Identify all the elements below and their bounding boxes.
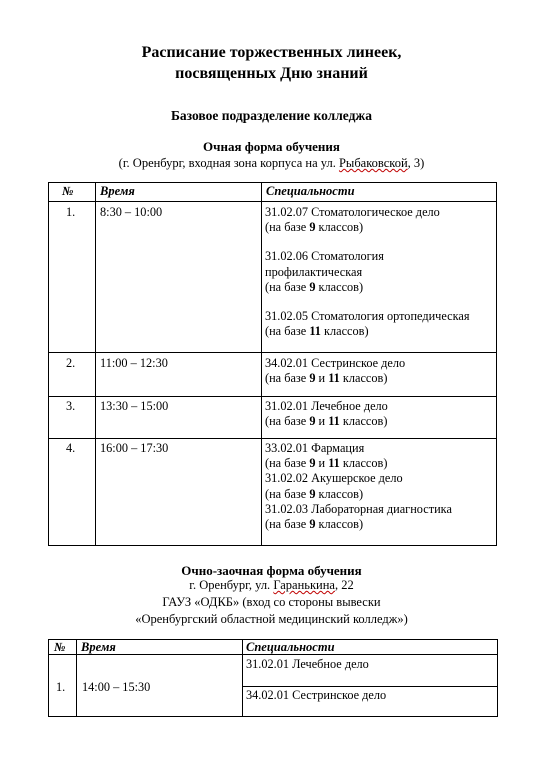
specialty-line: 31.02.03 Лабораторная диагностика: [265, 501, 452, 516]
title-line-1: Расписание торжественных линеек,: [141, 44, 402, 61]
table-row-time: 16:00 – 17:30: [100, 441, 169, 455]
basis-grade: 11: [328, 456, 340, 471]
basis-conjunction: и: [315, 456, 329, 471]
basis-suffix: классов): [315, 279, 364, 294]
table1-header-divider: [48, 201, 496, 202]
table-row-specialties: [265, 356, 405, 386]
table-row-time: 14:00 – 15:30: [82, 680, 151, 694]
table2-border-right: [497, 639, 498, 717]
specialty-line: 31.02.02 Акушерское дело: [265, 471, 403, 486]
section2-location: [0, 578, 543, 593]
table-row-time: 8:30 – 10:00: [100, 205, 163, 219]
section1-location-suffix: , 3): [407, 156, 425, 170]
table2-row-divider: [242, 686, 497, 687]
section2-location-street: Гаранькина: [273, 578, 335, 592]
section2-location-prefix: г. Оренбург, ул.: [189, 578, 274, 592]
basis-grade: 9: [309, 456, 316, 471]
specialty-line: 31.02.06 Стоматология: [265, 249, 384, 264]
table1-border-right: [496, 182, 497, 546]
table1-border-bottom: [48, 545, 496, 546]
table-row-number: 2.: [66, 356, 76, 370]
specialty-line: 33.02.01 Фармация: [265, 441, 365, 455]
section1-location-street: Рыбаковской: [338, 156, 408, 170]
basis-suffix: классов): [320, 324, 369, 339]
specialty-basis: [265, 414, 388, 429]
table-row-number: 3.: [66, 399, 76, 413]
section2-org-line: ГАУЗ «ОДКБ» (вход со стороны вывески: [162, 595, 381, 609]
basis-prefix: (на базе: [265, 486, 310, 501]
basis-grade: 9: [309, 414, 316, 429]
table1-header-time: Время: [100, 184, 135, 198]
table-row-time: 13:30 – 15:00: [100, 399, 169, 413]
table2-header-time: Время: [81, 640, 116, 654]
table1-row-divider: [48, 396, 496, 397]
table-row-specialties: [265, 205, 469, 339]
section2-org-line-2: «Оренбургский областной медицинский колледж»): [135, 612, 408, 626]
table2-col-divider: [242, 639, 243, 717]
basis-prefix: (на базе: [265, 517, 310, 532]
basis-suffix: классов): [315, 517, 364, 532]
specialty-basis: [265, 280, 469, 295]
table-row-specialties: [265, 399, 388, 429]
specialty-line: профилактическая: [265, 264, 363, 279]
table2-border-bottom: [48, 716, 497, 717]
specialty-basis: [265, 371, 405, 386]
basis-suffix: классов): [339, 371, 388, 386]
basis-prefix: (на базе: [265, 279, 310, 294]
basis-prefix: (на базе: [265, 456, 310, 471]
basis-grade: 11: [328, 371, 340, 386]
section2-heading: Очно-заочная форма обучения: [181, 563, 362, 578]
table-row-specialty: 34.02.01 Сестринское дело: [246, 688, 387, 702]
table2-header-num: №: [54, 640, 66, 654]
specialty-basis: [265, 324, 469, 339]
specialty-basis: [265, 220, 469, 235]
table1-header-num: №: [62, 184, 74, 198]
spacer: [265, 295, 469, 309]
basis-conjunction: и: [315, 371, 329, 386]
subdivision-heading: Базовое подразделение колледжа: [171, 108, 372, 123]
table2-header-spec: Специальности: [246, 640, 335, 654]
basis-prefix: (на базе: [265, 220, 310, 235]
table1-row-divider: [48, 438, 496, 439]
page-title: [0, 42, 543, 84]
section1-location-prefix: (г. Оренбург, входная зона корпуса на ул.: [118, 156, 339, 170]
basis-prefix: (на базе: [265, 414, 310, 429]
basis-suffix: классов): [339, 414, 388, 429]
basis-suffix: классов): [315, 220, 364, 235]
spacer: [265, 235, 469, 249]
section1-heading: Очная форма обучения: [203, 139, 340, 154]
table-row-number: 1.: [56, 680, 66, 694]
basis-prefix: (на базе: [265, 324, 310, 339]
specialty-line: 31.02.05 Стоматология ортопедическая: [265, 309, 470, 324]
table-row-number: 4.: [66, 441, 76, 455]
table1-border-top: [48, 182, 496, 183]
basis-grade: 9: [309, 517, 316, 532]
basis-grade: 9: [309, 371, 316, 386]
basis-grade: 11: [309, 324, 321, 339]
section1-location: [0, 156, 543, 171]
basis-suffix: классов): [339, 456, 388, 471]
basis-prefix: (на базе: [265, 371, 310, 386]
table2-border-left: [48, 639, 49, 717]
specialty-basis: [265, 517, 452, 532]
table2-col-divider: [76, 639, 77, 717]
table-row-specialty: 31.02.01 Лечебное дело: [246, 657, 369, 671]
table1-col-divider: [261, 182, 262, 546]
table-row-number: 1.: [66, 205, 76, 219]
basis-grade: 9: [309, 279, 316, 294]
basis-grade: 9: [309, 220, 316, 235]
specialty-basis: [265, 456, 452, 471]
table-row-specialties: [265, 441, 452, 532]
specialty-line: 31.02.07 Стоматологическое дело: [265, 205, 440, 219]
table-row-time: 11:00 – 12:30: [100, 356, 168, 370]
basis-conjunction: и: [315, 414, 329, 429]
table1-header-spec: Специальности: [266, 184, 355, 198]
basis-suffix: классов): [315, 486, 364, 501]
specialty-basis: [265, 487, 452, 502]
basis-grade: 9: [309, 486, 316, 501]
basis-grade: 11: [328, 414, 340, 429]
table1-border-left: [48, 182, 49, 546]
section2-location-suffix: , 22: [334, 578, 354, 592]
title-line-2: посвященных Дню знаний: [175, 65, 368, 82]
specialty-line: 31.02.01 Лечебное дело: [265, 399, 388, 413]
table1-col-divider: [95, 182, 96, 546]
table1-row-divider: [48, 352, 496, 353]
specialty-line: 34.02.01 Сестринское дело: [265, 356, 406, 370]
